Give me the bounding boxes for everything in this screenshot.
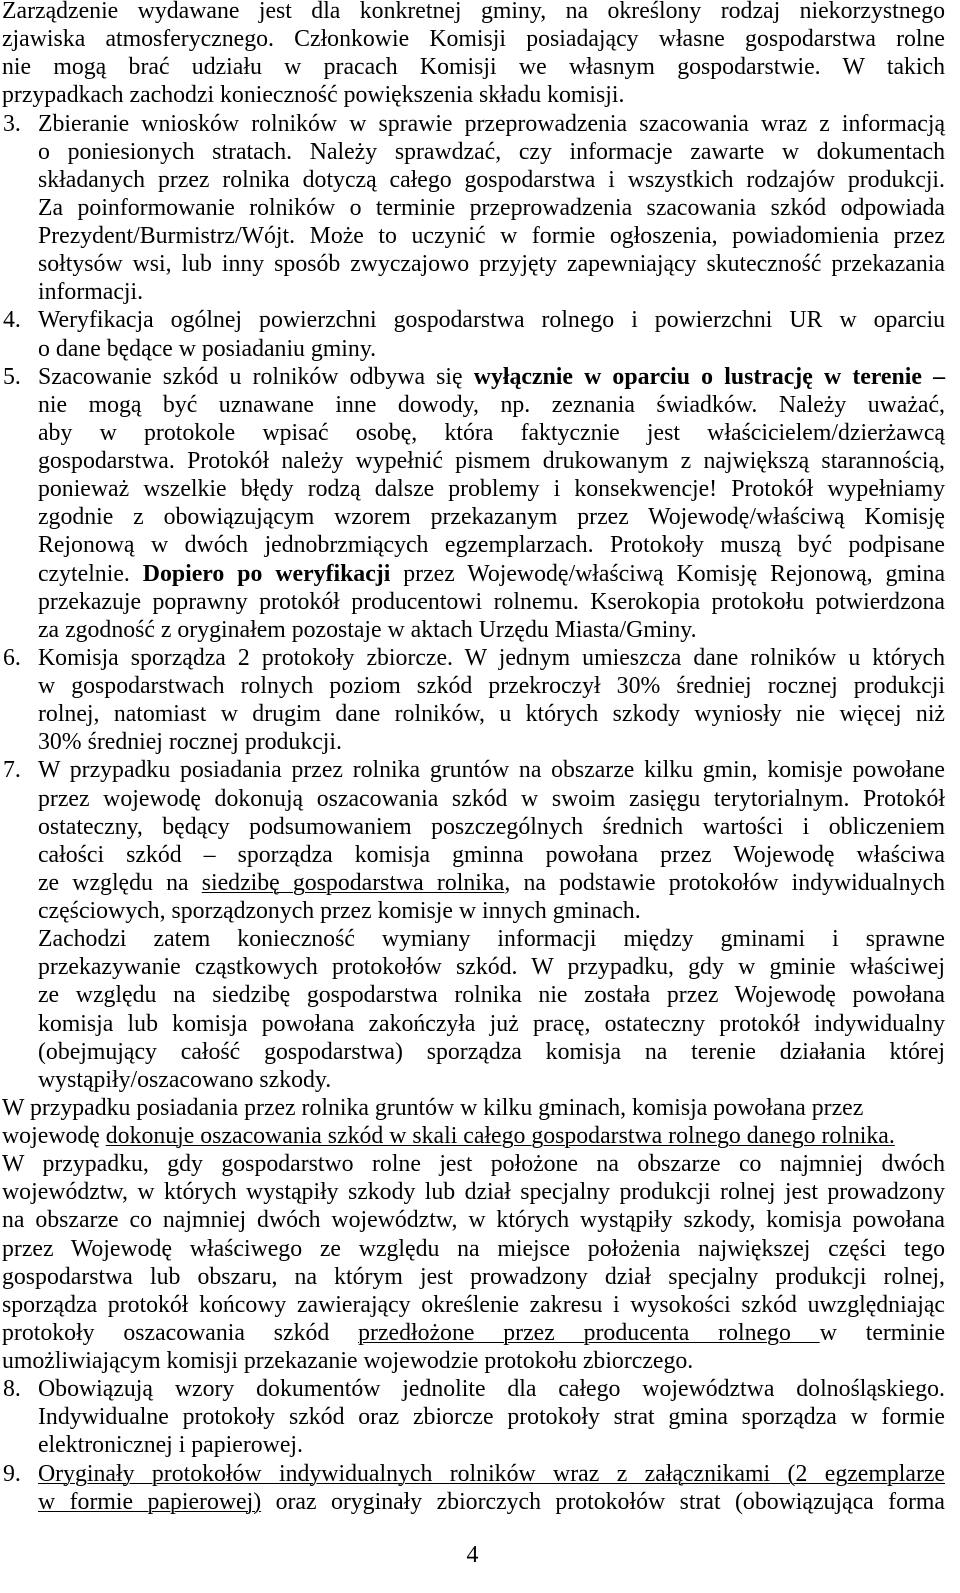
- text-line: przez wojewodę dokonują oszacowania szkód w swoim zasięgu terytorialnym. Protokół: [38, 785, 945, 812]
- text-run: czytelnie.: [38, 560, 143, 587]
- text-line: komisja lub komisja powołana zakończyła już pracę, ostateczny protokół indywidualny: [38, 1010, 945, 1037]
- text-line: informacji.: [38, 279, 144, 306]
- list-item-9: [2, 1460, 945, 1516]
- text-line: ponieważ wszelkie błędy rodzą dalsze problemy i konsekwencje! Protokół wypełniamy: [38, 476, 945, 503]
- text-run: , na podstawie protokołów indywidualnych: [504, 869, 945, 896]
- text-line: W przypadku posiadania przez rolnika gruntów na obszarze kilku gmin, komisje powołane: [38, 757, 945, 784]
- text-run: oraz oryginały zbiorczych protokołów strat (obowiązująca forma: [261, 1488, 945, 1515]
- text-line: zgodnie z obowiązującym wzorem przekazanym przez Wojewodę/właściwą Komisję: [38, 504, 945, 531]
- text-line: [2, 1319, 945, 1347]
- text-line: przekazywanie cząstkowych protokołów szkód. W przypadku, gdy w gminie właściwej: [38, 954, 945, 981]
- underlined-text: w formie papierowej): [38, 1488, 262, 1515]
- bold-text: wyłącznie w oparciu o lustrację w terenie –: [473, 363, 945, 390]
- text-line: częściowych, sporządzonych przez komisje w innych gminach.: [38, 898, 641, 924]
- text-line: Zarządzenie wydawane jest dla konkretnej gminy, na określony rodzaj niekorzystnego: [2, 0, 945, 24]
- text-run: ze względu na: [38, 869, 202, 896]
- text-line: na obszarze co najmniej dwóch województw, w których wystąpiły szkody, komisja powołana: [2, 1207, 945, 1234]
- list-item-5: [2, 363, 945, 644]
- text-line: całości szkód – sporządza komisja gminna powołana przez Wojewodę właściwa: [38, 841, 945, 868]
- text-line: Rejonową w dwóch jednobrzmiących egzemplarzach. Protokoły muszą być podpisane: [38, 532, 945, 559]
- text-line: [38, 869, 945, 897]
- list-number: 8.: [3, 1376, 21, 1403]
- underlined-text: przedłożone przez producenta rolnego: [358, 1319, 820, 1346]
- underlined-text: Oryginały protokołów indywidualnych rolników wraz z załącznikami (2 egzemplarze: [38, 1460, 945, 1487]
- text-run: w terminie: [819, 1319, 946, 1346]
- text-line: gospodarstwa lub obszaru, na którym jest prowadzony dział specjalny produkcji rolnej,: [2, 1263, 945, 1290]
- text-run: protokoły oszacowania szkód: [2, 1319, 359, 1346]
- text-line: Weryfikacja ogólnej powierzchni gospodarstwa rolnego i powierzchni UR w oparciu: [38, 307, 945, 334]
- text-line: zjawiska atmosferycznego. Członkowie Komisji posiadający własne gospodarstwa rolne: [2, 26, 945, 53]
- text-line: W przypadku posiadania przez rolnika gruntów w kilku gminach, komisja powołana przez: [2, 1094, 864, 1121]
- list-item-3: [2, 110, 945, 307]
- list-number: 4.: [3, 307, 21, 334]
- item-7-continuation-paragraph: [38, 925, 945, 1094]
- document-page: [2, 0, 945, 1516]
- text-line: wystąpiły/oszacowano szkody.: [38, 1066, 332, 1093]
- text-line: [38, 560, 945, 588]
- text-line: składanych przez rolnika dotyczą całego gospodarstwa i wszystkich rodzajów produkcji.: [38, 166, 945, 193]
- text-line: gospodarstwa. Protokół należy wypełnić pismem drukowanym z największą starannością,: [38, 448, 945, 474]
- text-line: ostateczny, będący podsumowaniem poszczególnych średnich wartości i obliczeniem: [38, 813, 945, 840]
- text-line: [38, 1488, 945, 1516]
- text-line: Prezydent/Burmistrz/Wójt. Może to uczynić w formie ogłoszenia, powiadomienia przez: [38, 223, 945, 249]
- text-run: Szacowanie szkód u rolników odbywa się: [38, 363, 474, 390]
- text-line: przez Wojewodę właściwego ze względu na miejsce położenia największej części tego: [2, 1235, 945, 1262]
- list-number: 9.: [3, 1460, 21, 1487]
- text-line: elektronicznej i papierowej.: [38, 1432, 303, 1459]
- list-number: 6.: [3, 644, 21, 671]
- text-line: Za poinformowanie rolników o terminie przeprowadzenia szacowania szkód odpowiada: [38, 194, 945, 221]
- intro-paragraph: [2, 0, 945, 110]
- text-line: rolnej, natomiast w drugim dane rolników, u których szkody wyniosły nie więcej niż: [38, 701, 945, 728]
- bold-text: Dopiero po weryfikacji: [142, 560, 391, 587]
- text-line: W przypadku, gdy gospodarstwo rolne jest położone na obszarze co najmniej dwóch: [2, 1151, 945, 1178]
- text-line: w gospodarstwach rolnych poziom szkód przekroczył 30% średniej rocznej produkcji: [38, 673, 945, 699]
- text-line: Zbieranie wniosków rolników w sprawie przeprowadzenia szacowania wraz z informacją: [38, 110, 945, 137]
- text-line: ze względu na siedzibę gospodarstwa rolnika nie została przez Wojewodę powołana: [38, 982, 945, 1009]
- text-run: wojewodę: [2, 1123, 106, 1149]
- text-line: Zachodzi zatem konieczność wymiany informacji między gminami i sprawne: [38, 926, 945, 953]
- underlined-text: siedzibę gospodarstwa rolnika: [201, 869, 505, 896]
- text-line: województw, w których wystąpiły szkody lub dział specjalny produkcji rolnej jest prowadzony: [2, 1179, 945, 1206]
- text-line: (obejmujący całość gospodarstwa) sporządza komisja na terenie działania której: [38, 1038, 945, 1065]
- paragraph-two-voivodeships: [2, 1150, 945, 1375]
- list-number: 5.: [3, 363, 21, 390]
- list-number: 3.: [3, 110, 21, 137]
- text-run: przez Wojewodę/właściwą Komisję Rejonową, gmina: [390, 560, 946, 587]
- text-line: [2, 1122, 945, 1150]
- list-item-6: [2, 644, 945, 757]
- text-line: aby w protokole wpisać osobę, która faktycznie jest właścicielem/dzierżawcą: [38, 419, 945, 446]
- text-line: o poniesionych stratach. Należy sprawdzać, czy informacje zawarte w dokumentach: [38, 138, 945, 165]
- page-number: 4: [466, 1542, 479, 1568]
- text-line: Obowiązują wzory dokumentów jednolite dla całego województwa dolnośląskiego.: [38, 1376, 945, 1403]
- list-item-8: [2, 1375, 945, 1459]
- text-line: sołtysów wsi, lub inny sposób zwyczajowo przyjęty zapewniający skuteczność przekazania: [38, 251, 945, 278]
- text-line: umożliwiającym komisji przekazanie wojewodzie protokołu zbiorczego.: [2, 1348, 694, 1374]
- text-line: sporządza protokół końcowy zawierający określenie zakresu i wysokości szkód uwzględniając: [2, 1291, 945, 1318]
- underlined-text: dokonuje oszacowania szkód w skali całego gospodarstwa rolnego danego rolnika.: [105, 1123, 895, 1149]
- text-line: przypadkach zachodzi konieczność powiększenia składu komisji.: [2, 82, 625, 109]
- text-line: przekazuje poprawny protokół producentowi rolnemu. Kserokopia protokołu potwierdzona: [38, 588, 945, 615]
- text-line: za zgodność z oryginałem pozostaje w aktach Urzędu Miasta/Gminy.: [38, 616, 697, 643]
- text-line: 30% średniej rocznej produkcji.: [38, 729, 342, 756]
- list-number: 7.: [3, 757, 21, 784]
- text-line: Komisja sporządza 2 protokoły zbiorcze. W jednym umieszcza dane rolników u których: [38, 644, 945, 671]
- text-line: [38, 1460, 945, 1488]
- list-item-7: [2, 756, 945, 1094]
- paragraph-several-communes: [2, 1094, 945, 1150]
- text-line: nie mogą być uznawane inne dowody, np. zeznania świadków. Należy uważać,: [38, 391, 945, 418]
- text-line: o dane będące w posiadaniu gminy.: [38, 335, 377, 362]
- text-line: nie mogą brać udziału w pracach Komisji we własnym gospodarstwie. W takich: [2, 54, 945, 81]
- text-line: [38, 363, 945, 391]
- list-item-4: [2, 306, 945, 362]
- text-line: Indywidualne protokoły szkód oraz zbiorcze protokoły strat gmina sporządza w formie: [38, 1404, 945, 1431]
